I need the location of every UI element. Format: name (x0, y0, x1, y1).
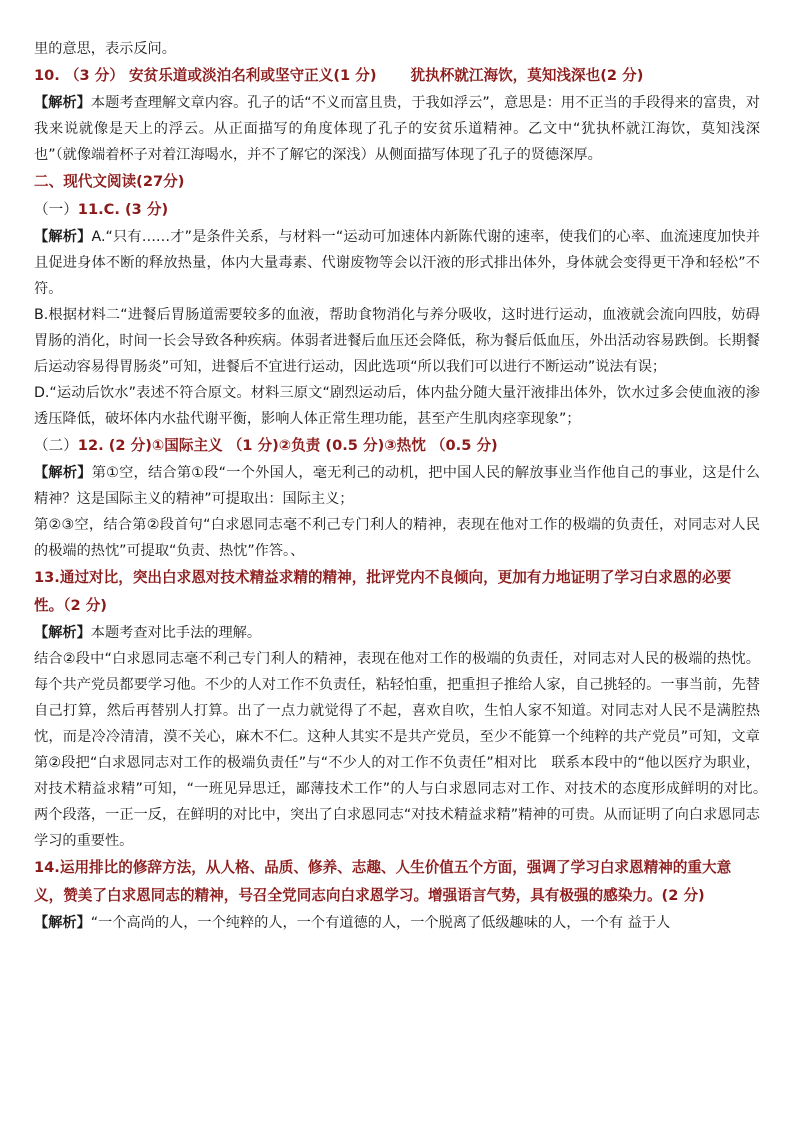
analysis-text: A.“只有……才”是条件关系，与材料一“运动可加速体内新陈代谢的速率，使我们的心率、血流速度加快并且促进身体不断的释放热量，体内大量毒素、代谢废物等会以汗液的形式排出体外，身体就会变得更干净和轻松”不符。 (34, 229, 760, 297)
answer-q13: 13.通过对比，突出白求恩对技术精益求精的精神，批评党内不良倾向，更加有力地证明了学习白求恩的必要性。（2 分) (34, 569, 732, 614)
analysis-q14 (34, 910, 760, 936)
analysis-mark: 【解析】 (34, 95, 91, 111)
analysis-mark: 【解析】 (34, 229, 92, 245)
analysis-q13 (34, 620, 760, 646)
analysis-mark: 【解析】 (34, 915, 91, 931)
subsection-label: （二） (34, 437, 78, 454)
answer-q14: 14.运用排比的修辞方法，从人格、品质、修养、志趣、人生价值五个方面，强调了学习白求恩精神的重大意义，赞美了白求恩同志的精神，号召全党同志向白求恩学习。增强语言气势，具有极强的感染力。(2 分) (34, 859, 732, 904)
analysis-text: 本题考查理解文章内容。孔子的话“不义而富且贵，于我如浮云”，意思是：用不正当的手段得来的富贵，对我来说就像是天上的浮云。从正面描写的角度体现了孔子的安贫乐道精神。乙文中“犹执杯就江海饮，莫知浅深也”（就像端着杯子对着江海喝水，并不了解它的深浅）从侧面描写体现了孔子的贤德深厚。 (34, 95, 760, 163)
analysis-q11 (34, 224, 760, 302)
analysis-mark: 【解析】 (34, 625, 91, 641)
analysis-q12-2: 第②③空，结合第②段首句“白求恩同志毫不利己专门利人的精神，表现在他对工作的极端的负责任，对同志对人民的极端的热忱”可提取“负责、热忱”作答。、 (34, 517, 760, 559)
analysis-text: 本题考查对比手法的理解。 (90, 625, 262, 641)
analysis-q12 (34, 460, 760, 512)
answer-q10-part1: 10. （3 分） 安贫乐道或淡泊名利或坚守正义(1 分) (34, 67, 377, 84)
answer-q10 (34, 62, 760, 90)
subsection-label: （一） (34, 201, 78, 218)
answer-q11-text: 11.C. (3 分) (77, 201, 169, 218)
section-title: 二、现代文阅读(27分) (34, 173, 185, 190)
answer-q11 (34, 196, 760, 224)
analysis-text: “一个高尚的人，一个纯粹的人，一个有道德的人，一个脱离了低级趣味的人，一个有 益于人 (90, 915, 671, 931)
answer-q12-text: 12. (2 分)①国际主义 （1 分)②负责 (0.5 分)③热忱 （0.5 分) (77, 437, 498, 454)
analysis-mark: 【解析】 (34, 465, 92, 481)
analysis-q11-d: D.“运动后饮水”表述不符合原文。材料三原文“剧烈运动后，体内盐分随大量汗液排出体外，饮水过多会使血液的渗透压降低，破坏体内水盐代谢平衡，影响人体正常生理功能，甚至产生肌肉痉挛现象”； (34, 385, 760, 427)
answer-q12 (34, 432, 760, 460)
analysis-q11-b: B.根据材料二“进餐后胃肠道需要较多的血液，帮助食物消化与养分吸收，这时进行运动，血液就会流向四肢，妨碍胃肠的消化，时间一长会导致各种疾病。体弱者进餐后血压还会降低，称为餐后低血压，外出活动容易跌倒。长期餐后运动容易得胃肠炎”可知，进餐后不宜进行运动，因此选项“所以我们可以进行不断运动”说法有误； (34, 307, 760, 375)
text-line: 里的意思，表示反问。 (34, 41, 176, 57)
analysis-text: 第①空，结合第①段“一个外国人，毫无利己的动机，把中国人民的解放事业当作他自己的事业，这是什么精神？这是国际主义的精神”可提取出：国际主义； (34, 465, 760, 507)
analysis-q13-body: 结合②段中“白求恩同志毫不利己专门利人的精神，表现在他对工作的极端的负责任，对同志对人民的极端的热忱。每个共产党员都要学习他。不少的人对工作不负责任，粘轻怕重，把重担子推给人家，自己挑轻的。一事当前，先替自己打算，然后再替别人打算。出了一点力就觉得了不起，喜欢自吹，生怕人家不知道。对同志对人民不是满腔热忱，而是冷冷清清，漠不关心，麻木不仁。这种人其实不是共产党员，至少不能算一个纯粹的共产党员”可知，文章第②段把“白求恩同志对工作的极端负责任”与“不少人的对工作不负责任”相对比 联系本段中的“他以医疗为职业，对技术精益求精”可知，“一班见异思迁，鄙薄技术工作”的人与白求恩同志对工作、对技术的态度形成鲜明的对比。 两个段落，一正一反，在鲜明的对比中，突出了白求恩同志“对技术精益求精”精神的可贵。从而证明了向白求恩同志学习的重要性。 (34, 651, 775, 849)
answer-q10-part2: 犹执杯就江海饮，莫知浅深也(2 分) (410, 67, 644, 84)
analysis-q10 (34, 90, 760, 168)
